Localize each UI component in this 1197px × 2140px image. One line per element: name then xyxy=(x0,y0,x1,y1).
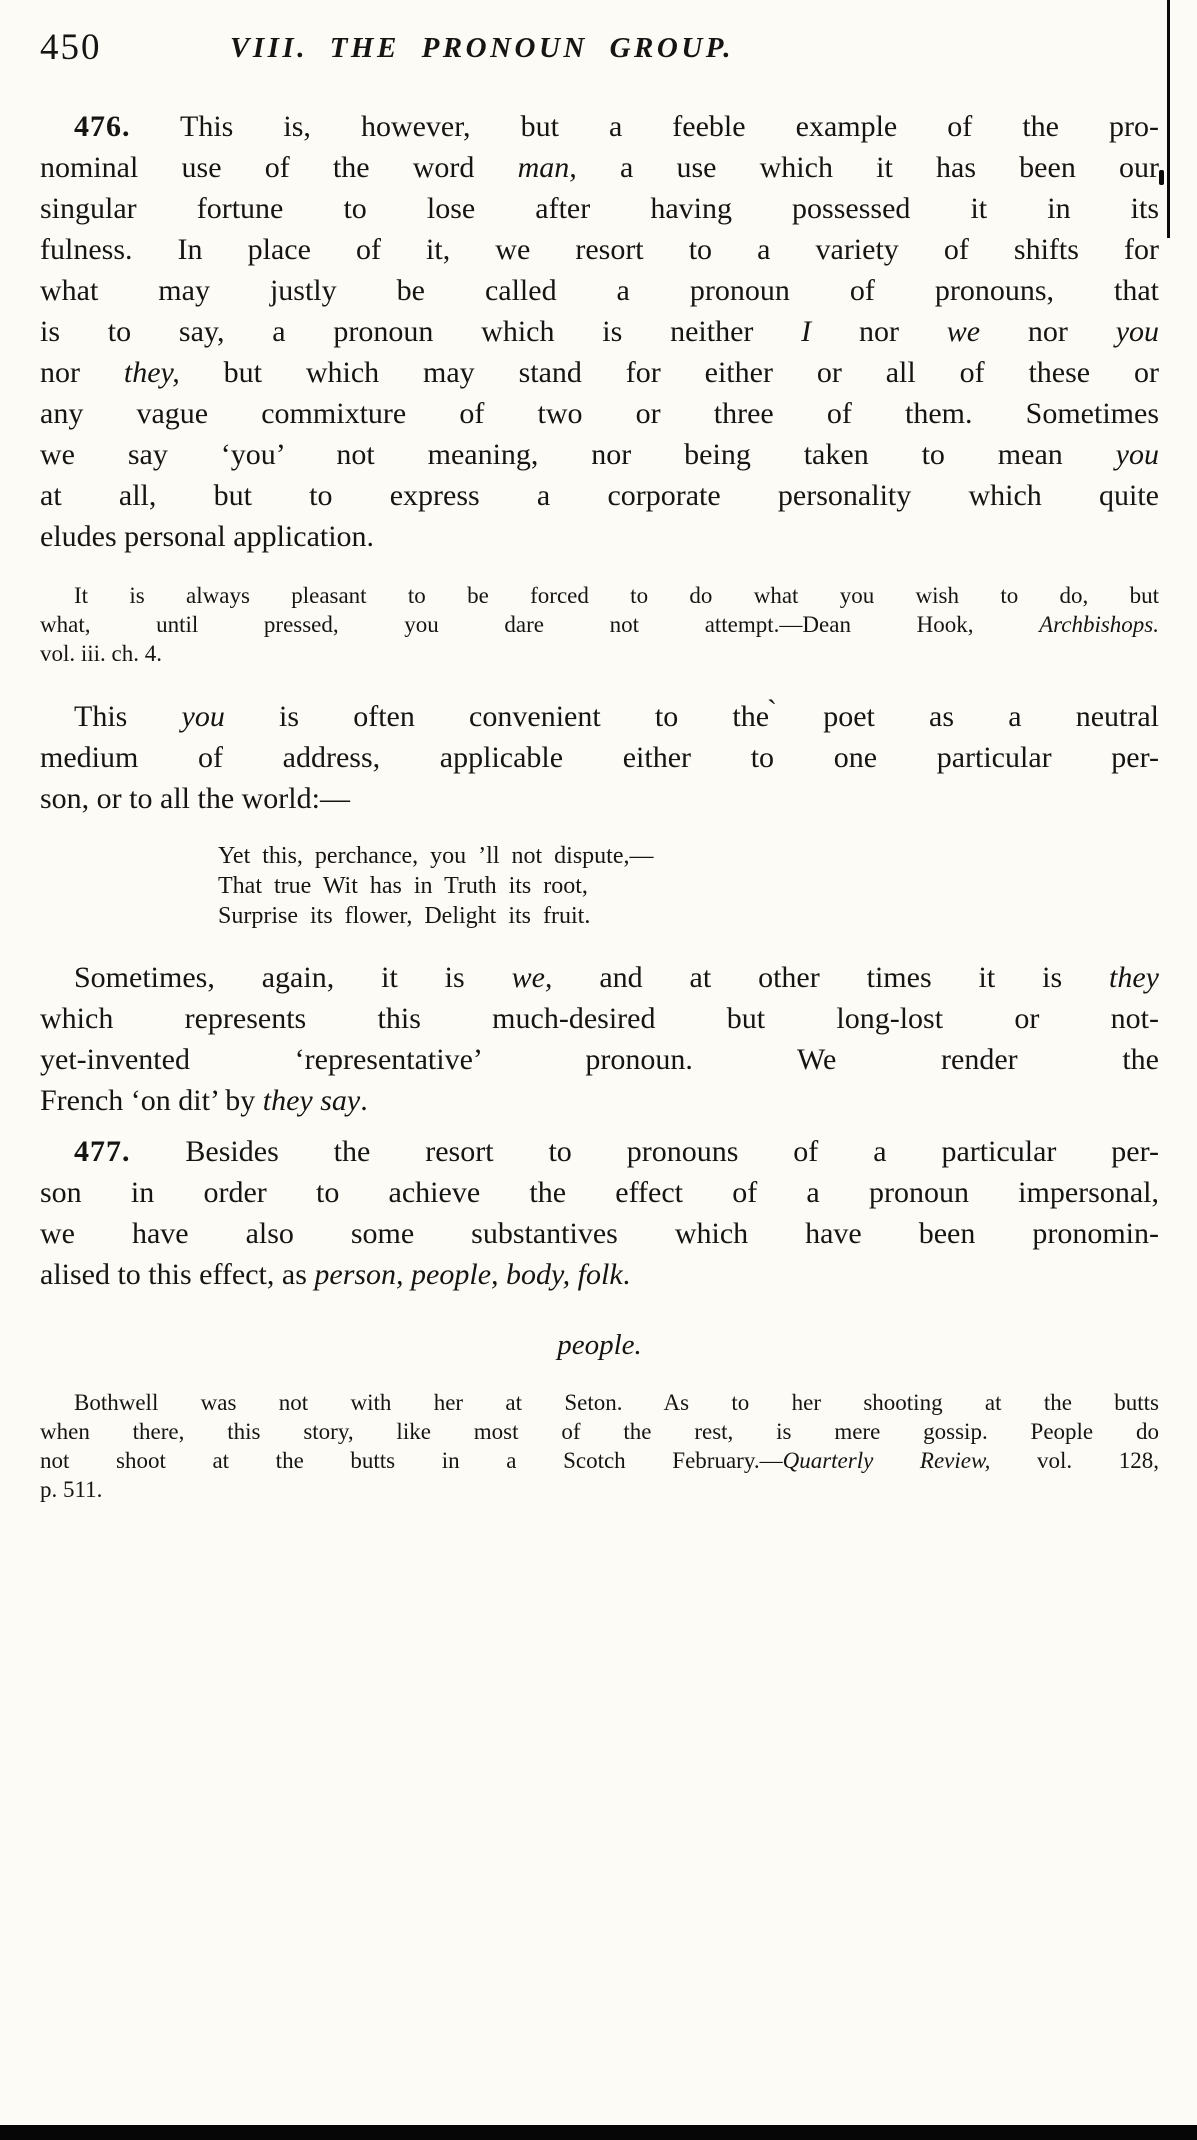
text-line: Yet this, perchance, you ’ll not dispute,— xyxy=(218,843,654,869)
text-line: yet-invented ‘representative’ pronoun. We render the xyxy=(40,1043,1159,1076)
text-line: singular fortune to lose after having possessed it in its xyxy=(40,192,1159,225)
text-line: French ‘on dit’ by they say. xyxy=(40,1084,368,1117)
text-line: 476. This is, however, but a feeble example of the pro- xyxy=(74,110,1159,143)
paragraph-476 xyxy=(40,106,1159,557)
text-line: alised to this effect, as person, people, body, folk. xyxy=(40,1258,631,1291)
text-line: It is always pleasant to be forced to do what you wish to do, but xyxy=(74,583,1159,608)
paragraph-477 xyxy=(40,1131,1159,1295)
text-line: p. 511. xyxy=(40,1477,103,1502)
text-line: any vague commixture of two or three of them. Sometimes xyxy=(40,397,1159,430)
text-line: nominal use of the word man, a use which it has been our xyxy=(40,151,1160,184)
text-line: eludes personal application. xyxy=(40,520,375,553)
quotation-dean-hook xyxy=(40,581,1159,668)
text-line: not shoot at the butts in a Scotch February.—Quarterly Review, vol. 128, xyxy=(40,1448,1160,1473)
text-line: at all, but to express a corporate personality which quite xyxy=(40,479,1159,512)
text-line: what, until pressed, you dare not attempt.—Dean Hook, Archbishops. xyxy=(40,612,1159,637)
quotation-bothwell xyxy=(40,1388,1159,1504)
text-line: son in order to achieve the effect of a pronoun impersonal, xyxy=(40,1176,1159,1209)
text-line: vol. iii. ch. 4. xyxy=(40,641,163,666)
text-line: which represents this much-desired but long-lost or not- xyxy=(40,1002,1159,1035)
text-line: son, or to all the world:— xyxy=(40,782,350,815)
section-heading-people: people. xyxy=(557,1329,642,1361)
text-line: This you is often convenient to the ̀poet as a neutral xyxy=(74,700,1160,733)
text-line: we say ‘you’ not meaning, nor being taken to mean you xyxy=(40,438,1159,471)
text-line: nor they, but which may stand for either or all of these or xyxy=(40,356,1159,389)
text-line: Surprise its flower, Delight its fruit. xyxy=(218,903,591,929)
bottom-scan-bar xyxy=(0,2125,1197,2140)
text-line: fulness. In place of it, we resort to a variety of shifts for xyxy=(40,233,1159,266)
text-line: when there, this story, like most of the rest, is mere gossip. People do xyxy=(40,1419,1159,1444)
ink-mark xyxy=(1159,170,1164,185)
running-header-title: VIII. THE PRONOUN GROUP. xyxy=(230,32,734,64)
text-line: 477. Besides the resort to pronouns of a particular per- xyxy=(74,1135,1159,1168)
verse-block xyxy=(218,841,1159,931)
text-line: is to say, a pronoun which is neither I nor we nor you xyxy=(40,315,1160,348)
text-line: That true Wit has in Truth its root, xyxy=(218,873,588,899)
text-line: Sometimes, again, it is we, and at other times it is they xyxy=(74,961,1159,994)
running-header xyxy=(40,26,1159,86)
text-line: what may justly be called a pronoun of pronouns, that xyxy=(40,274,1159,307)
paragraph-this-you xyxy=(40,696,1159,819)
page-edge-scan-line xyxy=(1167,0,1170,238)
text-line: we have also some substantives which have been pronomin- xyxy=(40,1217,1159,1250)
paragraph-sometimes xyxy=(40,957,1159,1121)
text-line: Bothwell was not with her at Seton. As to her shooting at the butts xyxy=(74,1390,1159,1415)
page-number: 450 xyxy=(40,27,102,68)
text-line: medium of address, applicable either to one particular per- xyxy=(40,741,1159,774)
